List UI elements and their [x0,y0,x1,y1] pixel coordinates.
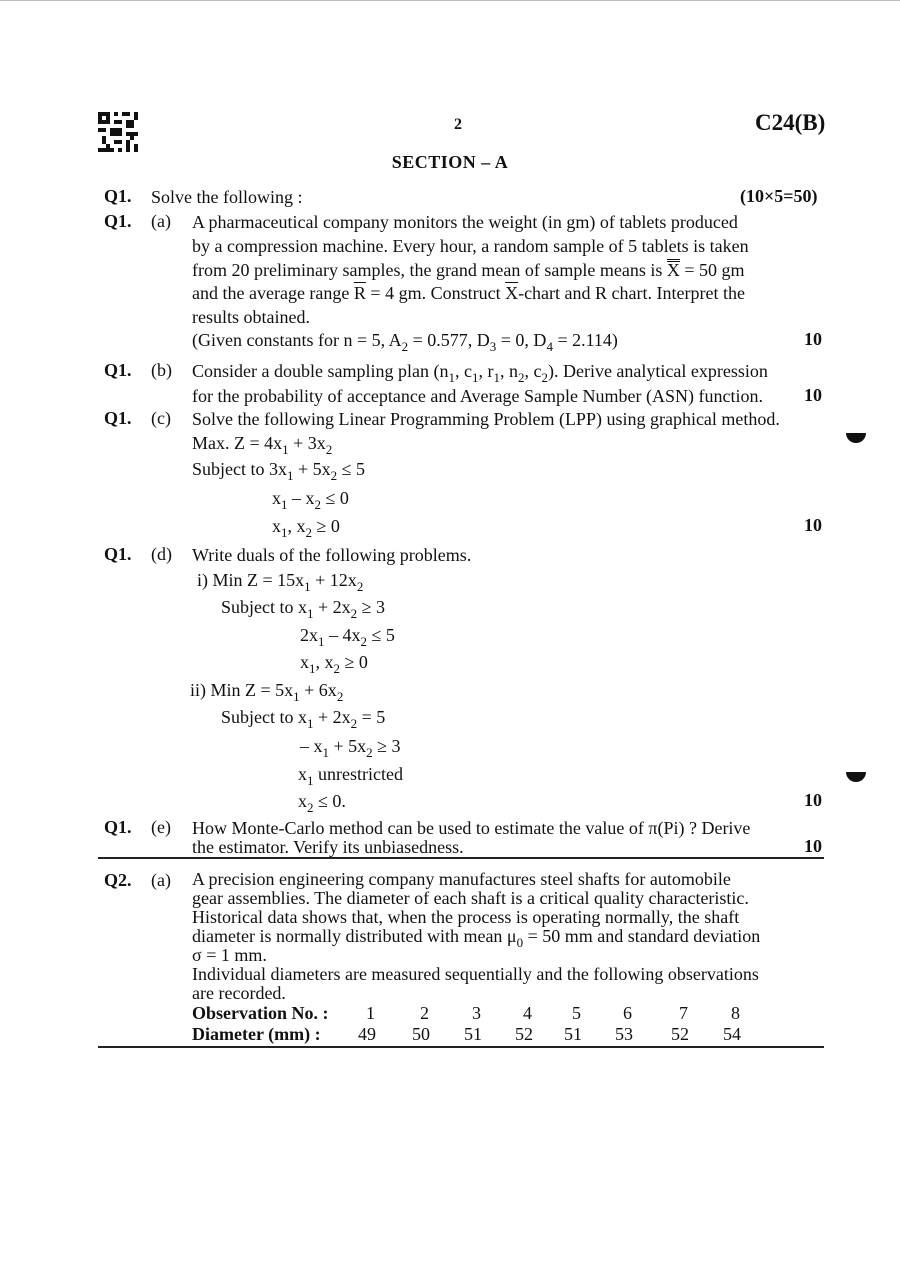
q2a-label: (a) [151,870,171,890]
q1a-label: (a) [151,211,171,231]
observation-label: Observation No. : [192,1003,329,1023]
q1a-line3: from 20 preliminary samples, the grand mean of sample means is X = 50 gm [192,260,745,280]
q1-total-marks: (10×5=50) [740,186,818,206]
q1b-number: Q1. [104,360,132,380]
q1d-ii-objective: ii) Min $Z = 5x_1 + 6x_2$ [190,680,344,704]
diameter-label: Diameter (mm) : [192,1024,321,1044]
q1e-label: (e) [151,817,171,837]
observation-no: 7 [679,1003,688,1023]
q1b-label: (b) [151,360,172,380]
diameter-value: 54 [723,1024,741,1044]
q1c-nonneg: $x_1$, $x_2 \ge 0$ [272,516,340,540]
q2a-line2: gear assemblies. The diameter of each shaft is a critical quality characteristic. [192,888,749,908]
q1a-line1: A pharmaceutical company monitors the weight (in gm) of tablets produced [192,212,738,232]
q1d-i-constraint2: $2x_1 - 4x_2 \le 5$ [300,625,395,649]
q1e-number: Q1. [104,817,132,837]
q1c-constraint2: $x_1 - x_2 \le 0$ [272,488,349,512]
paper-code: C24(B) [755,110,826,135]
q2a-line3: Historical data shows that, when the process is operating normally, the shaft [192,907,740,927]
bottom-rule [98,1046,824,1048]
top-border [0,0,900,1]
q1d-i-objective: i) Min $Z = 15x_1 + 12x_2$ [197,570,364,594]
q1d-number: Q1. [104,544,132,564]
q1e-line2: the estimator. Verify its unbiasedness. [192,837,464,857]
q2-number: Q2. [104,870,132,890]
q1b-line1: Consider a double sampling plan ($n_1$, $c_1$, $r_1$, $n_2$, $c_2$). Derive analytical expression [192,361,768,385]
q1a-line2: by a compression machine. Every hour, a random sample of 5 tablets is taken [192,236,749,256]
section-title: SECTION – A [391,152,509,172]
divider-rule [98,857,824,859]
q1c-line1: Solve the following Linear Programming Problem (LPP) using graphical method. [192,409,780,429]
q1d-marks: 10 [804,790,822,810]
q1c-constraint1: Subject to $3x_1 + 5x_2 \le 5$ [192,459,366,483]
q1a-number: Q1. [104,211,132,231]
observation-no: 1 [366,1003,375,1023]
q2a-line6: Individual diameters are measured sequentially and the following observations [192,964,759,984]
q1d-label: (d) [151,544,172,564]
diameter-value: 52 [671,1024,689,1044]
q1c-number: Q1. [104,408,132,428]
observation-no: 3 [472,1003,481,1023]
observation-no: 8 [731,1003,740,1023]
q1d-i-constraint1: Subject to $x_1 + 2x_2 \ge 3$ [221,597,386,621]
q1d-line1: Write duals of the following problems. [192,545,472,565]
q1c-objective: Max. $Z = 4x_1 + 3x_2$ [192,433,333,457]
q1c-label: (c) [151,408,171,428]
q2a-line1: A precision engineering company manufactures steel shafts for automobile [192,869,731,889]
diameter-value: 51 [464,1024,482,1044]
page-number: 2 [454,116,462,133]
q1a-line5: results obtained. [192,307,310,327]
q1b-line2: for the probability of acceptance and Average Sample Number (ASN) function. [192,386,763,406]
q1a-marks: 10 [804,329,822,349]
q1a-line4: and the average range $\overline{R} = 4$ gm. Construct $\overline{X}$-chart and R chart. Interpret the [192,283,745,303]
q2a-line4: diameter is normally distributed with mean $\mu_0 = 50$ mm and standard deviation [192,926,761,950]
diameter-value: 50 [412,1024,430,1044]
margin-mark [846,433,866,443]
observation-no: 6 [623,1003,632,1023]
q1d-ii-nonpos: $x_2 \le 0$. [298,791,346,815]
q1b-marks: 10 [804,385,822,405]
qr-code-icon [98,112,138,152]
q1-instruction: Solve the following : [151,187,303,207]
q1d-ii-unrestricted: $x_1$ unrestricted [298,764,403,788]
q1-number: Q1. [104,186,132,206]
q2a-line7: are recorded. [192,983,286,1003]
observation-no: 2 [420,1003,429,1023]
q1e-marks: 10 [804,836,822,856]
q1d-i-nonneg: $x_1$, $x_2 \ge 0$ [300,652,368,676]
diameter-value: 52 [515,1024,533,1044]
diameter-value: 53 [615,1024,633,1044]
q1d-ii-constraint2: – $x_1 + 5x_2 \ge 3$ [300,736,401,760]
q1c-marks: 10 [804,515,822,535]
q1d-ii-constraint1: Subject to $x_1 + 2x_2 = 5$ [221,707,386,731]
q1a-constants: (Given constants for n = 5, $A_2 = 0.577$, $D_3 = 0$, $D_4 = 2.114$) [192,330,618,354]
margin-mark [846,772,866,782]
observation-no: 4 [523,1003,532,1023]
diameter-value: 49 [358,1024,376,1044]
observation-no: 5 [572,1003,581,1023]
diameter-value: 51 [564,1024,582,1044]
q1e-line1: How Monte-Carlo method can be used to estimate the value of π(Pi) ? Derive [192,818,751,838]
q2a-line5: σ = 1 mm. [192,945,267,965]
